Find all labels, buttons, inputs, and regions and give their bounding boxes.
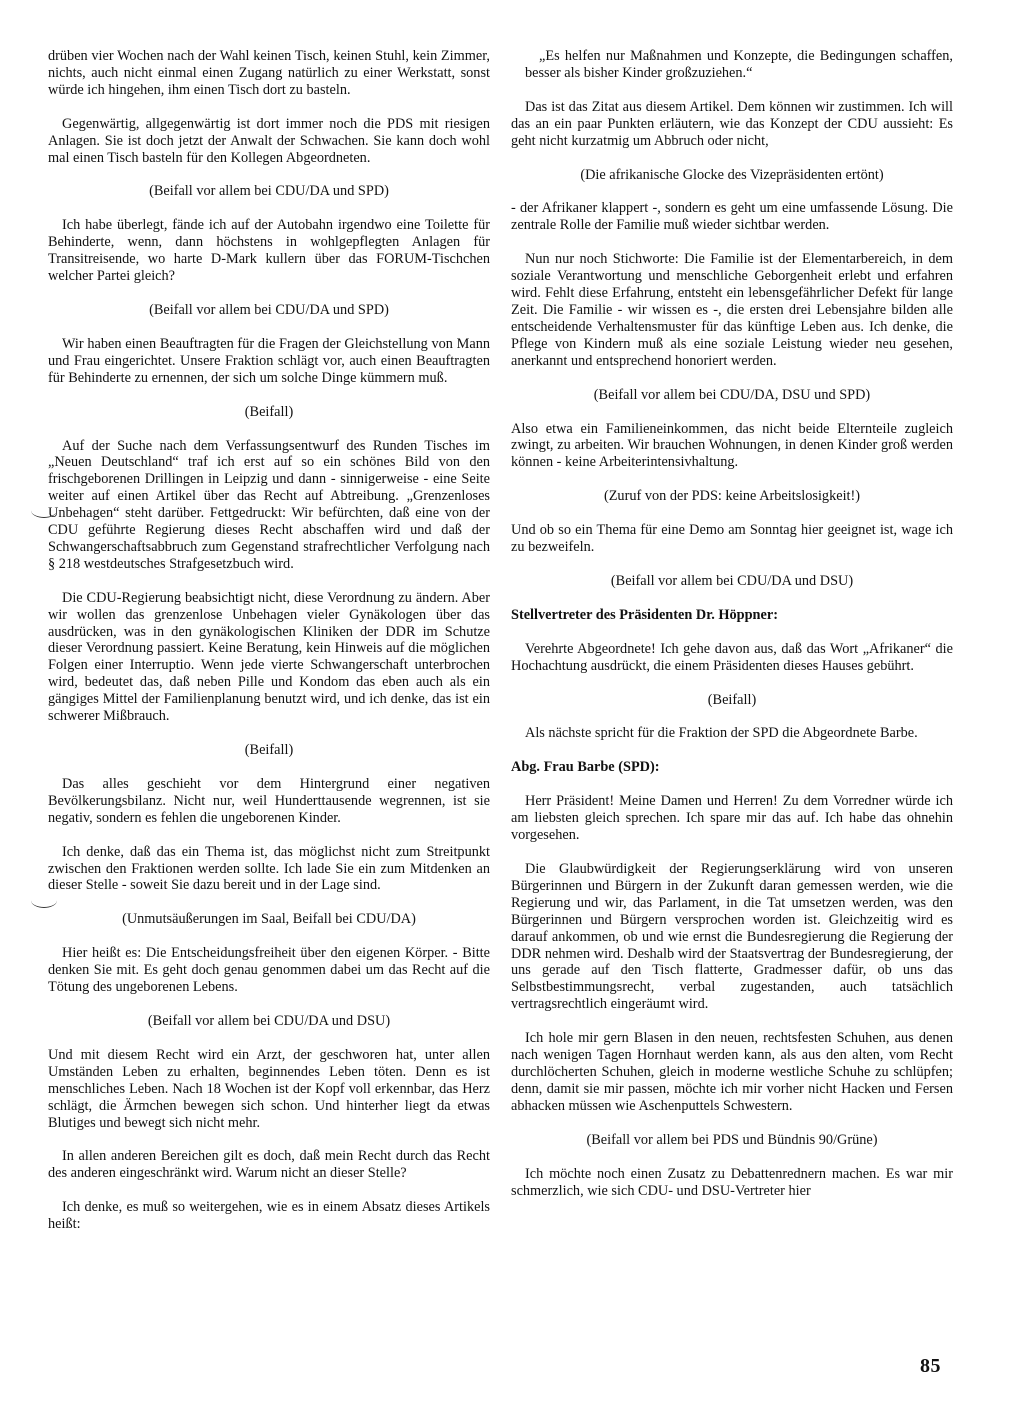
interjection: (Beifall vor allem bei CDU/DA und SPD) bbox=[149, 301, 389, 318]
paragraph: Das alles geschieht vor dem Hintergrund einer negativen Bevölkerungsbilanz. Nicht nur, weil Hunderttausende wegrennen, ist sie negativ, sondern es fehlen die ungeborenen Kinder. bbox=[48, 775, 490, 826]
paragraph: Ich habe überlegt, fände ich auf der Autobahn irgendwo eine Toilette für Behinderte, wenn, dann höchstens in wohlgepflegten Anlagen für Transitreisende, wo harte D-Mark kullern über das FORUM-Tischchen welcher Partei gleich? bbox=[48, 217, 490, 285]
paragraph: Also etwa ein Familieneinkommen, das nicht beide Elternteile zugleich zwingt, zu arbeiten. Wir brauchen Wohnungen, in denen Kinder groß werden können - keine Arbeiterintensivhaltung. bbox=[511, 420, 953, 471]
scan-mark bbox=[31, 503, 57, 518]
paragraph: Herr Präsident! Meine Damen und Herren! Zu dem Vorredner würde ich am liebsten gleich sprechen. Ich spare mir das auf. Ich habe das ohnehin vorgesehen. bbox=[511, 793, 953, 844]
paragraph: Ich denke, es muß so weitergehen, wie es in einem Absatz dieses Artikels heißt: bbox=[48, 1199, 490, 1233]
interjection: (Die afrikanische Glocke des Vizepräsidenten ertönt) bbox=[580, 166, 884, 183]
quote: „Es helfen nur Maßnahmen und Konzepte, die Bedingungen schaffen, besser als bisher Kinder großzuziehen.“ bbox=[525, 48, 953, 81]
interjection: (Beifall vor allem bei CDU/DA und SPD) bbox=[149, 183, 389, 200]
interjection: (Zuruf von der PDS: keine Arbeitslosigkeit!) bbox=[603, 488, 861, 505]
interjection: (Beifall vor allem bei CDU/DA und DSU) bbox=[610, 572, 854, 589]
paragraph: Das ist das Zitat aus diesem Artikel. Dem können wir zustimmen. Ich will das an ein paar Punkten erläutern, wie das Konzept der CDU aussieht: Es geht nicht kurzatmig um Abbruch oder nicht, bbox=[511, 98, 953, 149]
interjection: (Beifall vor allem bei PDS und Bündnis 90/Grüne) bbox=[586, 1131, 878, 1148]
interjection: (Beifall vor allem bei CDU/DA, DSU und SPD) bbox=[593, 386, 871, 403]
paragraph: Ich denke, daß das ein Thema ist, das möglichst nicht zum Streitpunkt zwischen den Fraktionen werden sollte. Ich lade Sie ein zum Mitdenken an dieser Stelle - soweit Sie dazu bereit und in der Lage sind. bbox=[48, 843, 490, 894]
interjection: (Beifall) bbox=[707, 691, 757, 708]
paragraph: Verehrte Abgeordnete! Ich gehe davon aus, daß das Wort „Afrikaner“ die Hochachtung ausdrückt, die einem Präsidenten dieses Hauses gebührt. bbox=[511, 640, 953, 674]
paragraph: - der Afrikaner klappert -, sondern es geht um eine umfassende Lösung. Die zentrale Rolle der Familie muß wieder sichtbar werden. bbox=[511, 200, 953, 234]
interjection: (Beifall vor allem bei CDU/DA und DSU) bbox=[147, 1012, 391, 1029]
paragraph: Auf der Suche nach dem Verfassungsentwurf des Runden Tisches im „Neuen Deutschland“ traf ich erst auf so ein schönes Bild von den frischgeborenen Drillingen in Leipzig und dann - sinnigerweise - eine Seite weiter auf einen Artikel über das Recht auf Abtreibung. „Grenzenloses Unbehagen“ steht darüber. Fettgedruckt: Wir befürchten, daß eine von der CDU geführte Regierung dieses Recht abschaffen wird und daß der Schwangerschaftsabbruch zum Gegenstand strafrechtlicher Verfolgung nach § 218 westdeutsches Strafgesetzbuch wird. bbox=[48, 437, 490, 572]
paragraph: Und ob so ein Thema für eine Demo am Sonntag hier geeignet ist, wage ich zu bezweifeln. bbox=[511, 522, 953, 556]
interjection: (Beifall) bbox=[244, 403, 294, 420]
paragraph: In allen anderen Bereichen gilt es doch, daß mein Recht durch das Recht des anderen eingeschränkt wird. Warum nicht an dieser Stelle? bbox=[48, 1148, 490, 1182]
scan-mark bbox=[31, 893, 57, 908]
paragraph: Hier heißt es: Die Entscheidungsfreiheit über den eigenen Körper. - Bitte denken Sie mit. Es geht doch genau genommen dabei um das Recht auf die Tötung des ungeborenen Lebens. bbox=[48, 945, 490, 996]
speaker-heading: Abg. Frau Barbe (SPD): bbox=[511, 759, 660, 776]
left-column bbox=[48, 48, 490, 1233]
page-number: 85 bbox=[920, 1355, 941, 1377]
paragraph: Ich möchte noch einen Zusatz zu Debattenrednern machen. Es war mir schmerzlich, wie sich CDU- und DSU-Vertreter hier bbox=[511, 1165, 953, 1199]
right-column bbox=[511, 48, 953, 1199]
paragraph: Die CDU-Regierung beabsichtigt nicht, diese Verordnung zu ändern. Aber wir wollen das grenzenlose Unbehagen vieler Gynäkologen über das ausdrücken, was in den gynäkologischen Kliniken der DDR im Schutze dieser Verordnung passiert. Keine Beratung, kein Hinweis auf die möglichen Folgen einer Interruptio. Wenn jede vierte Schwangerschaft unterbrochen wird, bedeutet das, daß neben Pille und Kondom das eben auch als ein gängiges Mittel der Familienplanung benutzt wird, und ich denke, das ist ein schwerer Mißbrauch. bbox=[48, 589, 490, 725]
paragraph: Und mit diesem Recht wird ein Arzt, der geschworen hat, unter allen Umständen Leben zu erhalten, beginnendes Leben töten. Denn es ist menschliches Leben. Nach 18 Wochen ist der Kopf voll erkennbar, das Herz schlägt, die Ärmchen bewegen sich schon. Und hinterher liegt da etwas Blutiges und bewegt sich nicht mehr. bbox=[48, 1046, 490, 1131]
speaker-heading: Stellvertreter des Präsidenten Dr. Höppner: bbox=[511, 606, 778, 623]
paragraph: Nun nur noch Stichworte: Die Familie ist der Elementarbereich, in dem soziale Verantwortung und menschliche Geborgenheit erlebt und erfahren wird. Fehlt diese Erfahrung, entsteht ein lebensgefährlicher Defekt für lange Zeit. Die Familie - wir wissen es -, die ersten drei Lebensjahre bilden alle entscheidende Verhaltensmuster für das künftige Leben aus. Ich denke, die Pflege von Kindern muß als eine soziale Leistung wieder neu gesehen, anerkannt und entsprechend honoriert werden. bbox=[511, 251, 953, 369]
paragraph: Die Glaubwürdigkeit der Regierungserklärung wird von unseren Bürgerinnen und Bürgern in der Zukunft daran gemessen werden, wie die Regierung und wir, das Parlament, in die Tat umsetzen werden, was den Bürgerinnen und Bürgern versprochen worden ist. Gleichzeitig wird es darauf ankommen, ob und wie ernst die Bundesregierung die Regierung der DDR nehmen wird. Deshalb wird der Staatsvertrag der Bundesregierung, der uns gerade auf den Tisch flatterte, Gradmesser dafür, ob uns das Selbstbestimmungsrecht, verbal zugestanden, auch tatsächlich vertragsrechtlich eingeräumt wird. bbox=[511, 861, 953, 1013]
paragraph: Gegenwärtig, allgegenwärtig ist dort immer noch die PDS mit riesigen Anlagen. Sie ist doch jetzt der Anwalt der Schwachen. Sie kann doch wohl mal einen Tisch basteln für den Kollegen Abgeordneten. bbox=[48, 115, 490, 166]
paragraph: Ich hole mir gern Blasen in den neuen, rechtsfesten Schuhen, aus denen nach wenigen Tagen Hornhaut werden kann, als aus den alten, vom Recht durchlöcherten Schuhen, gleich in moderne westliche Schuhe zu schlüpfen; denn, damit sie mir passen, möchte ich mir vorher nicht Hacken und Fersen abhacken müssen wie Aschenputtels Schwestern. bbox=[511, 1030, 953, 1114]
interjection: (Unmutsäußerungen im Saal, Beifall bei CDU/DA) bbox=[122, 911, 416, 928]
paragraph: Wir haben einen Beauftragten für die Fragen der Gleichstellung von Mann und Frau eingerichtet. Unsere Fraktion schlägt vor, auch einen Beauftragten für Behinderte zu ernennen, der sich um solche Dinge kümmern muß. bbox=[48, 335, 490, 386]
paragraph: Als nächste spricht für die Fraktion der SPD die Abgeordnete Barbe. bbox=[525, 725, 918, 742]
paragraph: drüben vier Wochen nach der Wahl keinen Tisch, keinen Stuhl, kein Zimmer, nichts, auch nicht einmal einen Zugang natürlich zu einer Werkstatt, sonst würde ich hingehen, ihm einen Tisch dort zu basteln. bbox=[48, 48, 490, 98]
interjection: (Beifall) bbox=[244, 742, 294, 758]
